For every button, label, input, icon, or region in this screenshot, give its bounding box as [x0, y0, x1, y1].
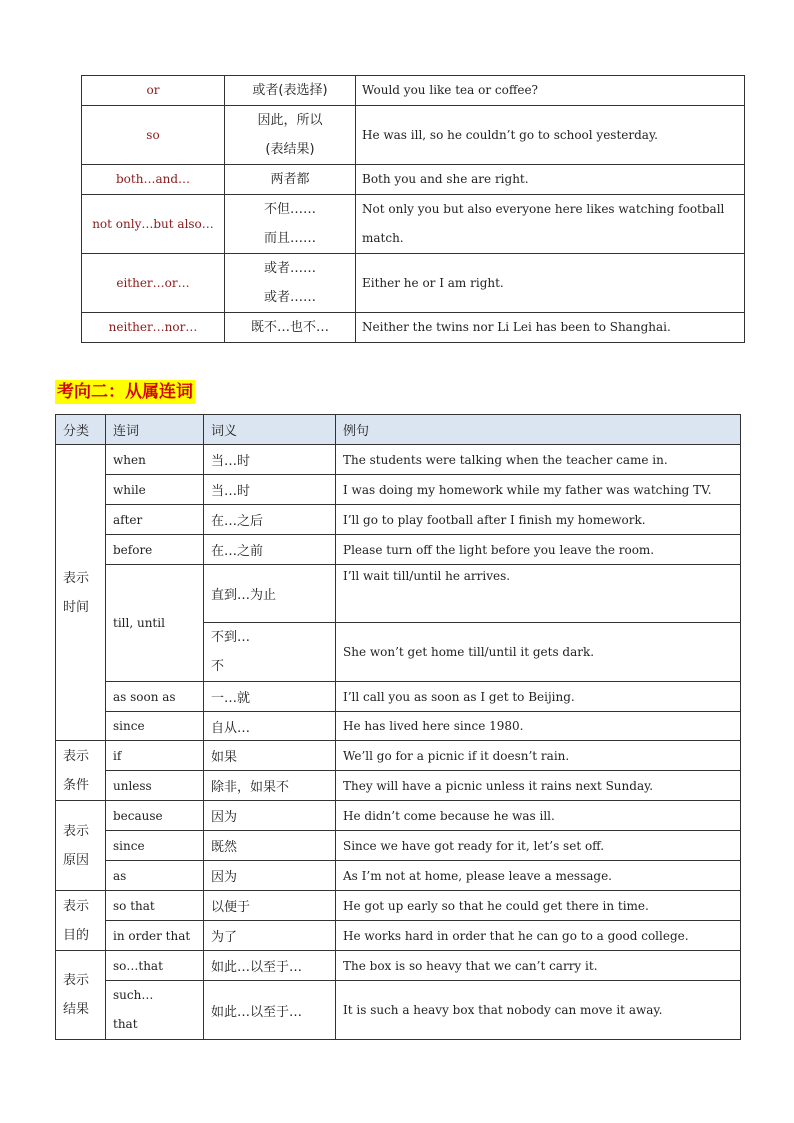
conjunction-word: before — [106, 535, 204, 565]
conjunction-meaning: 或者(表选择) — [225, 76, 356, 106]
table-row — [56, 981, 741, 1040]
conjunction-meaning: 因为 — [204, 861, 336, 891]
conjunction-word: not only…but also… — [82, 195, 225, 254]
table-row — [56, 831, 741, 861]
subordinating-conjunctions-table — [55, 414, 741, 1040]
conjunction-word: so that — [106, 891, 204, 921]
conjunction-word: since — [106, 831, 204, 861]
header-example: 例句 — [336, 415, 741, 445]
conjunction-meaning: 因此，所以 (表结果) — [225, 106, 356, 165]
conjunction-word: as soon as — [106, 682, 204, 712]
table-row — [56, 712, 741, 741]
coordinating-conjunctions-table — [81, 75, 745, 343]
conjunction-meaning: 如此…以至于… — [204, 951, 336, 981]
table-row — [56, 565, 741, 623]
conjunction-meaning: 两者都 — [225, 165, 356, 195]
conjunction-meaning: 或者…… 或者…… — [225, 254, 356, 313]
conjunction-word: or — [82, 76, 225, 106]
category-condition: 表示 条件 — [56, 741, 106, 801]
table-row — [82, 106, 745, 165]
example-sentence: She won’t get home till/until it gets dark. — [336, 623, 741, 682]
table-row — [56, 475, 741, 505]
conjunction-meaning: 以便于 — [204, 891, 336, 921]
conjunction-meaning: 在…之后 — [204, 505, 336, 535]
conjunction-meaning: 不但…… 而且…… — [225, 195, 356, 254]
conjunction-word: after — [106, 505, 204, 535]
table-row — [82, 76, 745, 106]
table-header-row — [56, 415, 741, 445]
conjunction-meaning: 当…时 — [204, 475, 336, 505]
category-result: 表示 结果 — [56, 951, 106, 1040]
example-sentence: We’ll go for a picnic if it doesn’t rain. — [336, 741, 741, 771]
category-time: 表示 时间 — [56, 445, 106, 741]
conjunction-word: both…and… — [82, 165, 225, 195]
section-heading: 考向二：从属连词 — [57, 382, 193, 402]
table-row — [56, 682, 741, 712]
conjunction-meaning: 因为 — [204, 801, 336, 831]
conjunction-meaning: 一…就 — [204, 682, 336, 712]
table-row — [82, 254, 745, 313]
category-purpose: 表示 目的 — [56, 891, 106, 951]
conjunction-word: such… that — [106, 981, 204, 1040]
example-sentence: They will have a picnic unless it rains next Sunday. — [336, 771, 741, 801]
conjunction-meaning: 如此…以至于… — [204, 981, 336, 1040]
example-sentence: I’ll call you as soon as I get to Beijing. — [336, 682, 741, 712]
example-sentence: It is such a heavy box that nobody can move it away. — [336, 981, 741, 1040]
example-sentence: Would you like tea or coffee? — [356, 76, 745, 106]
conjunction-meaning: 不到… 不 — [204, 623, 336, 682]
category-reason: 表示 原因 — [56, 801, 106, 891]
example-sentence: He didn’t come because he was ill. — [336, 801, 741, 831]
example-sentence: Since we have got ready for it, let’s set off. — [336, 831, 741, 861]
example-sentence: He works hard in order that he can go to a good college. — [336, 921, 741, 951]
table-row — [82, 165, 745, 195]
table-row — [56, 771, 741, 801]
example-sentence: Neither the twins nor Li Lei has been to Shanghai. — [356, 313, 745, 343]
example-sentence: He got up early so that he could get there in time. — [336, 891, 741, 921]
example-sentence: The students were talking when the teacher came in. — [336, 445, 741, 475]
conjunction-word: because — [106, 801, 204, 831]
conjunction-meaning: 如果 — [204, 741, 336, 771]
example-sentence: Either he or I am right. — [356, 254, 745, 313]
table-row — [56, 535, 741, 565]
conjunction-word: unless — [106, 771, 204, 801]
table-row — [56, 445, 741, 475]
conjunction-word: since — [106, 712, 204, 741]
conjunction-word: neither…nor… — [82, 313, 225, 343]
conjunction-word: when — [106, 445, 204, 475]
table-row — [56, 741, 741, 771]
example-sentence: Not only you but also everyone here likes watching football match. — [356, 195, 745, 254]
conjunction-word: in order that — [106, 921, 204, 951]
conjunction-meaning: 既然 — [204, 831, 336, 861]
example-sentence: The box is so heavy that we can’t carry it. — [336, 951, 741, 981]
header-conjunction: 连词 — [106, 415, 204, 445]
table-row — [56, 891, 741, 921]
table-row — [56, 921, 741, 951]
conjunction-word: so…that — [106, 951, 204, 981]
conjunction-meaning: 当…时 — [204, 445, 336, 475]
example-sentence: Please turn off the light before you leave the room. — [336, 535, 741, 565]
header-meaning: 词义 — [204, 415, 336, 445]
table-row — [82, 195, 745, 254]
example-sentence: Both you and she are right. — [356, 165, 745, 195]
table-row — [56, 861, 741, 891]
table-row — [56, 505, 741, 535]
conjunction-word: either…or… — [82, 254, 225, 313]
table-row — [56, 951, 741, 981]
header-category: 分类 — [56, 415, 106, 445]
conjunction-word: so — [82, 106, 225, 165]
conjunction-meaning: 为了 — [204, 921, 336, 951]
example-sentence: I’ll go to play football after I finish my homework. — [336, 505, 741, 535]
example-sentence: He was ill, so he couldn’t go to school yesterday. — [356, 106, 745, 165]
conjunction-meaning: 除非，如果不 — [204, 771, 336, 801]
conjunction-meaning: 在…之前 — [204, 535, 336, 565]
example-sentence: I was doing my homework while my father was watching TV. — [336, 475, 741, 505]
conjunction-meaning: 直到…为止 — [204, 565, 336, 623]
conjunction-word: till, until — [106, 565, 204, 682]
conjunction-meaning: 自从… — [204, 712, 336, 741]
example-sentence: As I’m not at home, please leave a message. — [336, 861, 741, 891]
conjunction-meaning: 既不…也不… — [225, 313, 356, 343]
example-sentence: He has lived here since 1980. — [336, 712, 741, 741]
table-row — [82, 313, 745, 343]
conjunction-word: as — [106, 861, 204, 891]
conjunction-word: while — [106, 475, 204, 505]
example-sentence: I’ll wait till/until he arrives. — [336, 565, 741, 623]
conjunction-word: if — [106, 741, 204, 771]
table-row — [56, 801, 741, 831]
